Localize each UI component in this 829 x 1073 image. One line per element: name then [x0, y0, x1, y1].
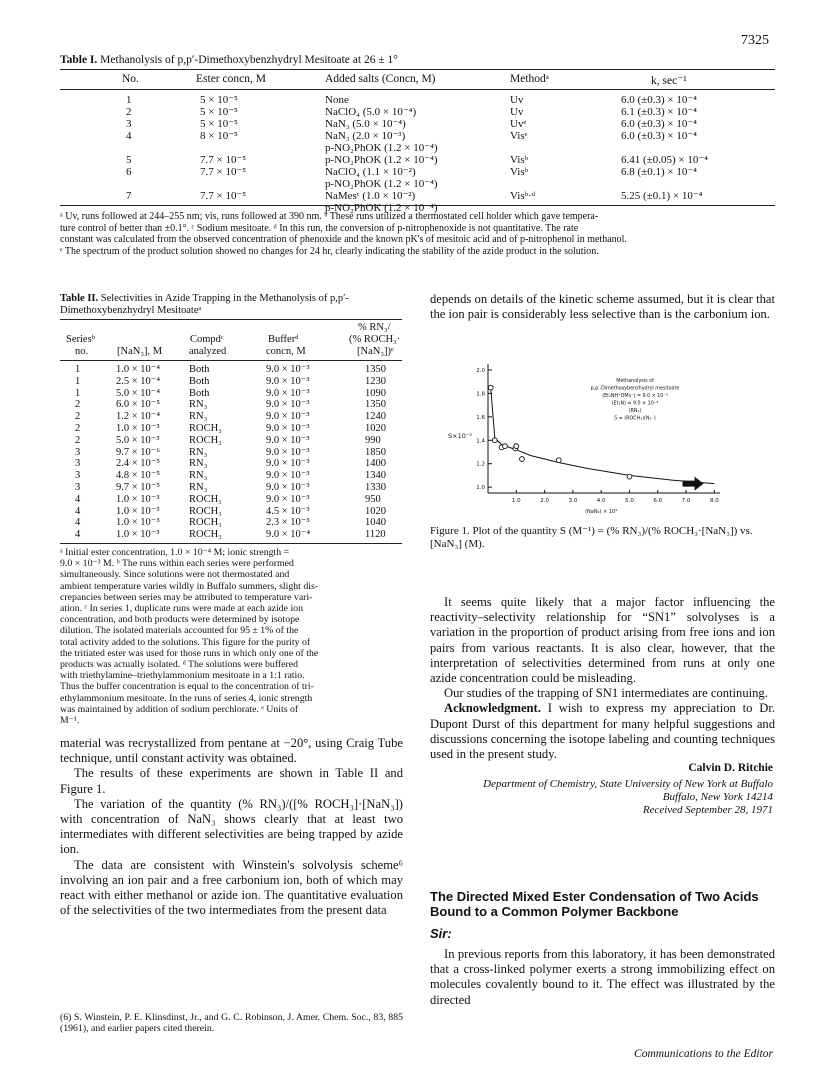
table2-cell-ratio: 1020	[365, 505, 386, 517]
table2-cell-nan3: 2.4 × 10⁻⁵	[116, 458, 160, 470]
table2-header-ratio-1: % RN₃/	[358, 322, 391, 333]
author-name: Calvin D. Ritchie	[688, 762, 773, 774]
table1-cell-salts: NaN₃ (5.0 × 10⁻⁴)	[325, 118, 406, 130]
left-paragraph-1: material was recrystallized from pentane at −20°, using Craig Tube technique, until constant activity was obtained.	[60, 736, 403, 766]
table1-cell-k: 6.0 (±0.3) × 10⁻⁴	[621, 94, 697, 106]
table2-cell-buffer: 9.0 × 10⁻⁴	[266, 529, 310, 541]
table1-cell-no: 4	[126, 130, 132, 142]
table2-footnote: simultaneously. Since solutions were not thermostated and	[60, 569, 290, 581]
table2-cell-ratio: 1090	[365, 387, 386, 399]
table2-cell-nan3: 1.0 × 10⁻³	[116, 505, 160, 517]
table2-cell-nan3: 1.0 × 10⁻³	[116, 529, 160, 541]
table1-cell-salts: p-NO₂PhOK (1.2 × 10⁻⁴)	[325, 154, 438, 166]
right-body	[430, 595, 775, 762]
table1-header-salts: Added salts (Concn, M)	[325, 73, 436, 85]
legend-line: Methanolysis of	[616, 379, 654, 384]
table1-cell-method: Uvᵉ	[510, 118, 527, 130]
table1-cell-k: 6.8 (±0.1) × 10⁻⁴	[621, 166, 697, 178]
table2-header-compd-2: analyzed	[189, 346, 227, 357]
table2-cell-buffer: 9.0 × 10⁻³	[266, 364, 310, 375]
table2-cell-compd: ROCH₃	[189, 423, 222, 434]
table2-cell-nan3: 1.2 × 10⁻⁴	[116, 411, 160, 423]
table2-header-ratio-2: (% ROCH₃·	[349, 334, 401, 345]
table2-cell-series: 1	[75, 364, 81, 375]
table1-cell-method: Visᵇ	[510, 166, 529, 178]
figure-1-caption: Figure 1. Plot of the quantity S (M⁻¹) = (% RN₃)/(% ROCH₃·[NaN₃]) vs. [NaN₃] (M).	[430, 525, 753, 550]
table1-cell-method: Visᵇ	[510, 154, 529, 166]
table1-cell-method: Uv	[510, 106, 524, 118]
table2-cell-buffer: 2.3 × 10⁻³	[266, 517, 310, 529]
table2-footnote: with triethylamine–triethylammonium mesitoate in a 1:1 ratio.	[60, 670, 305, 682]
table1-footnote: ᵉ The spectrum of the product solution showed no changes for 24 hr, clearly indicating the stability of the azide product in the solution.	[60, 245, 599, 257]
table2-cell-compd: RN₃	[189, 446, 208, 458]
table2-cell-buffer: 9.0 × 10⁻³	[266, 458, 310, 470]
y-tick-label: 1.6	[476, 414, 485, 421]
affiliation-line-2: Buffalo, New York 14214	[662, 791, 773, 803]
table1-cell-k: 6.41 (±0.05) × 10⁻⁴	[621, 154, 708, 166]
table2-cell-nan3: 4.8 × 10⁻⁵	[116, 470, 160, 482]
table2-footnote: 9.0 × 10⁻³ M. ᵇ The runs within each series were performed	[60, 558, 294, 570]
table2-cell-ratio: 990	[365, 434, 381, 446]
limit-arrow	[683, 477, 704, 491]
table2-cell-buffer: 9.0 × 10⁻³	[266, 387, 310, 399]
received-date: Received September 28, 1971	[642, 804, 773, 816]
table2-cell-compd: ROCH₃	[189, 529, 222, 541]
table2-cell-nan3: 5.0 × 10⁻³	[116, 434, 160, 446]
table2-cell-buffer: 4.5 × 10⁻³	[266, 505, 310, 517]
footnote-6: (6) S. Winstein, P. E. Klinsdinst, Jr., and G. C. Robinson, J. Amer. Chem. Soc., 83, 885 (1961), and earlier papers cited therein.	[60, 1012, 403, 1035]
table2-footnote: the tritiated ester was used for those runs in which only one of the	[60, 647, 319, 659]
table2-footnote: dilution. The isolated materials accounted for 95 ± 1% of the	[60, 625, 299, 637]
table2-cell-ratio: 1020	[365, 423, 386, 434]
table2-cell-nan3: 1.0 × 10⁻³	[116, 517, 160, 529]
table2-footnote: ation. ᶜ In series 1, duplicate runs were made at each azide ion	[60, 603, 303, 615]
legend-line: (Et₃NH⁺OMs⁻) = 9.0 × 10⁻³	[602, 394, 668, 399]
table2-cell-buffer: 9.0 × 10⁻³	[266, 423, 310, 434]
table2-footnote: ᵃ Initial ester concentration, 1.0 × 10⁻⁴ M; ionic strength =	[60, 547, 290, 558]
table2-cell-buffer: 9.0 × 10⁻³	[266, 411, 310, 423]
table2-cell-ratio: 1240	[365, 411, 386, 423]
table1-footnote: ᵃ Uv, runs followed at 244–255 nm; vis, runs followed at 390 nm. ᵇ These runs utilized a thermostated cell holder which gave tempera-	[60, 211, 599, 222]
table1-header-ester: Ester concn, M	[196, 73, 266, 85]
table2-cell-series: 2	[75, 434, 81, 446]
table2-cell-buffer: 9.0 × 10⁻³	[266, 399, 310, 411]
table2-cell-compd: ROCH₃	[189, 505, 222, 517]
table2-cell-buffer: 9.0 × 10⁻³	[266, 434, 310, 446]
table1-cell-k: 6.0 (±0.3) × 10⁻⁴	[621, 118, 697, 130]
x-tick-label: 2.0	[540, 498, 549, 504]
table2-cell-compd: RN₃	[189, 411, 208, 423]
x-tick-label: 5.0	[625, 498, 634, 504]
data-point	[520, 457, 525, 462]
right-intro-paragraph: depends on details of the kinetic scheme assumed, but it is clear that the ion pair is considerably less selective than is the carbonium ion.	[430, 292, 775, 322]
table2-cell-series: 4	[75, 529, 81, 541]
table2-header-series-2: no.	[75, 346, 89, 357]
table1-footnotes	[60, 211, 770, 257]
table1-cell-salts: p-NO₂PhOK (1.2 × 10⁻⁴)	[325, 202, 438, 214]
table2-cell-nan3: 1.0 × 10⁻⁴	[116, 364, 160, 375]
y-axis-label: S×10⁻³	[448, 431, 472, 440]
table2-cell-ratio: 1230	[365, 375, 386, 387]
table2-cell-nan3: 1.0 × 10⁻³	[116, 423, 160, 434]
table2-cell-ratio: 1400	[365, 458, 386, 470]
table1-cell-no: 5	[126, 154, 132, 166]
table1-cell-salts: p-NO₂PhOK (1.2 × 10⁻⁴)	[325, 142, 438, 154]
table2-cell-buffer: 9.0 × 10⁻³	[266, 482, 310, 493]
table2-cell-ratio: 1120	[365, 529, 386, 541]
y-tick-label: 1.2	[476, 461, 485, 468]
x-axis-label: (NaN₃) × 10⁴	[585, 509, 618, 515]
data-point	[627, 474, 632, 479]
x-tick-label: 3.0	[568, 498, 578, 504]
table2-cell-nan3: 9.7 × 10⁻⁶	[116, 446, 160, 458]
table1-cell-ester: 5 × 10⁻⁵	[200, 94, 238, 106]
table2-cell-series: 2	[75, 399, 81, 411]
table2-footnote: ethylammonium mesitoate. In the runs of series 4, ionic strength	[60, 692, 313, 704]
left-paragraph-2: The results of these experiments are shown in Table II and Figure 1.	[60, 766, 403, 796]
x-tick-label: 4.0	[596, 498, 606, 504]
table1-header-method: Methodᵃ	[510, 73, 549, 85]
table2-cell-series: 4	[75, 505, 81, 517]
table2-footnote: Thus the buffer concentration is equal to the concentration of tri-	[60, 681, 314, 693]
table2-cell-compd: RN₃	[189, 470, 208, 482]
table2-header-compd-1: Compdᶜ	[190, 334, 224, 345]
table2-cell-nan3: 6.0 × 10⁻⁵	[116, 399, 160, 411]
y-tick-label: 1.4	[476, 438, 485, 445]
left-paragraph-3: The variation of the quantity (% RN₃)/([% ROCH₃]·[NaN₃]) with concentration of NaN₃ shows clearly that at least two intermediates with different selectivities are being trapped by azide ion.	[60, 796, 403, 857]
table2-header-buffer-1: Bufferᵈ	[268, 334, 299, 345]
table2-cell-series: 3	[75, 470, 81, 482]
table2-caption-text: Selectivities in Azide Trapping in the Methanolysis of p,p′-Dimethoxybenzhydryl Mesitoateᵃ	[60, 293, 349, 316]
table2-footnote: concentration, and both products were determined by isotope	[60, 614, 300, 626]
table2-cell-buffer: 9.0 × 10⁻³	[266, 493, 310, 505]
table2-cell-series: 2	[75, 411, 81, 423]
table1-cell-salts: NaMesᶜ (1.0 × 10⁻²)	[325, 190, 416, 202]
table2-cell-compd: Both	[189, 364, 210, 375]
table1-footnote: ture control of better than ±0.1°. ᶜ Sodium mesitoate. ᵈ In this run, the conversion of p-nitrophenoxide is not quantitative. The rate	[60, 222, 579, 234]
acknowledgment-text: I wish to express my appreciation to Dr. Dupont Durst of this department for many helpful suggestions and discussions concerning the isotope labeling and counting techniques used in the present study.	[430, 701, 775, 762]
data-point	[556, 458, 561, 463]
table2-cell-buffer: 9.0 × 10⁻³	[266, 470, 310, 482]
table2-caption-label: Table II.	[60, 293, 99, 304]
right-paragraph-1: It seems quite likely that a major factor influencing the reactivity–selectivity relationship for “SN1” solvolyses is a variation in the proportion of product arising from free ions and ion pairs from various reactants. It is also clear, however, that the interpretation of selectivities determined from runs at only one azide concentration could be misleading.	[430, 595, 775, 686]
y-tick-label: 1.0	[476, 485, 485, 492]
table2-cell-ratio: 1350	[365, 364, 386, 375]
table2-cell-compd: ROCH₃	[189, 517, 222, 529]
table1-cell-no: 3	[126, 118, 132, 130]
x-tick-label: 6.0	[653, 498, 663, 504]
page-number: 7325	[741, 33, 769, 48]
acknowledgment	[430, 701, 775, 762]
table2-cell-compd: RN₃	[189, 458, 208, 470]
legend-line: S = (ROCH₃)(N₃⁻)	[614, 416, 656, 422]
salutation: Sir:	[430, 926, 452, 941]
table1-cell-method: Uv	[510, 94, 524, 106]
table2-cell-series: 3	[75, 458, 81, 470]
table1-caption-text: Methanolysis of p,p′-Dimethoxybenzhydryl Mesitoate at 26 ± 1°	[100, 54, 398, 66]
table2-footnote: ambient temperature varies wildly in Buffalo summers, slight dis-	[60, 580, 319, 592]
table2-cell-series: 3	[75, 482, 81, 493]
legend-line: (Et₃N) = 9.0 × 10⁻³	[611, 401, 659, 407]
table1-cell-no: 2	[126, 106, 132, 118]
y-tick-label: 2.0	[476, 368, 485, 374]
table2-header-nan3: [NaN₃], M	[117, 346, 163, 357]
table2-header-buffer-2: concn, M	[266, 346, 306, 357]
table1-header-k: k, sec⁻¹	[651, 75, 687, 87]
figure-1-plot	[430, 348, 775, 523]
table1-cell-ester: 5 × 10⁻⁵	[200, 106, 238, 118]
author-affiliation	[443, 778, 773, 817]
table2-cell-series: 3	[75, 446, 81, 458]
table1-cell-method: Visᵉ	[510, 130, 528, 142]
left-paragraph-4: The data are consistent with Winstein's solvolysis scheme⁶ involving an ion pair and a free carbonium ion, both of which may react with either methanol or azide ion. The quantitative evaluation of the selectivities of the two intermediates from the present data	[60, 857, 403, 918]
table2-cell-compd: Both	[189, 387, 210, 399]
table1-cell-ester: 8 × 10⁻⁵	[200, 130, 238, 142]
table2-cell-buffer: 9.0 × 10⁻³	[266, 375, 310, 387]
table1-cell-salts: None	[325, 94, 349, 106]
table2-cell-nan3: 9.7 × 10⁻⁵	[116, 482, 160, 493]
table1-cell-ester: 5 × 10⁻⁵	[200, 118, 238, 130]
table2-header-ratio-3: [NaN₃])ᵉ	[357, 346, 394, 357]
table1-cell-ester: 7.7 × 10⁻⁵	[200, 166, 247, 178]
data-point	[492, 438, 497, 443]
table2-caption	[60, 293, 400, 317]
x-tick-label: 7.0	[681, 498, 691, 504]
table1-cell-k: 5.25 (±0.1) × 10⁻⁴	[621, 190, 703, 202]
table2-footnote: products was actually isolated. ᵈ The solutions were buffered	[60, 659, 299, 671]
table2-cell-ratio: 1330	[365, 482, 386, 493]
table1-cell-no: 1	[126, 94, 132, 106]
table1-cell-method: Visᵇ·ᵈ	[510, 190, 536, 202]
table2-cell-nan3: 5.0 × 10⁻⁴	[116, 387, 160, 399]
table2-cell-compd: RN₃	[189, 399, 208, 411]
y-tick-label: 1.8	[476, 391, 485, 398]
table2-cell-compd: RN₃	[189, 482, 208, 493]
affiliation-line-1: Department of Chemistry, State University of New York at Buffalo	[483, 778, 773, 790]
table1-caption-label: Table I.	[60, 54, 98, 66]
table2-cell-compd: ROCH₃	[189, 493, 222, 505]
table1-header-no: No.	[122, 73, 139, 85]
table1-caption	[60, 54, 398, 66]
fit-curve	[491, 388, 715, 484]
table2-footnote: total activity added to the solutions. This figure for the purity of	[60, 636, 311, 648]
table2-footnote: crepancies between series may be attributed to temperature vari-	[60, 591, 313, 603]
legend-line: (RN₃)	[628, 409, 642, 414]
right-paragraph-2: Our studies of the trapping of SN1 intermediates are continuing.	[444, 686, 768, 701]
table2-cell-ratio: 1850	[365, 446, 386, 458]
table1-cell-salts: NaClO₄ (1.1 × 10⁻²)	[325, 166, 416, 178]
table2-cell-series: 4	[75, 517, 81, 529]
table2-cell-series: 1	[75, 375, 81, 387]
table2-cell-ratio: 1040	[365, 517, 386, 529]
figure-1	[430, 348, 775, 523]
table2-cell-series: 4	[75, 493, 81, 505]
left-body	[60, 736, 403, 918]
table1-footnote: constant was calculated from the observed concentration of phenoxide and the known pK's of mesitoic acid and of p-nitrophenol in methanol.	[60, 234, 627, 245]
table2-header-series-1: Seriesᵇ	[66, 334, 95, 345]
table1-cell-ester: 7.7 × 10⁻⁵	[200, 154, 247, 166]
table1-cell-ester: 7.7 × 10⁻⁵	[200, 190, 247, 202]
table2-cell-ratio: 1350	[365, 399, 386, 411]
table2-footnotes	[60, 547, 403, 726]
data-point	[488, 385, 493, 390]
data-point	[503, 444, 508, 449]
page-footer: Communications to the Editor	[634, 1048, 773, 1060]
legend-line: p,p′-Dimethoxybenzhydryl mesitoate	[590, 386, 680, 392]
data-point	[514, 444, 519, 449]
table2-cell-nan3: 1.0 × 10⁻³	[116, 493, 160, 505]
table1-cell-no: 6	[126, 166, 132, 178]
acknowledgment-label: Acknowledgment.	[444, 701, 541, 716]
table2-cell-ratio: 1340	[365, 470, 386, 482]
table2-footnote: was maintained by addition of sodium perchlorate. ᵉ Units of	[60, 703, 299, 715]
next-article-title: The Directed Mixed Ester Condensation of Two Acids Bound to a Common Polymer Backbone	[430, 889, 759, 919]
table2-footnote: M⁻¹.	[60, 715, 80, 727]
table2-cell-compd: Both	[189, 375, 210, 387]
table2-cell-nan3: 2.5 × 10⁻⁴	[116, 375, 160, 387]
next-article-paragraph: In previous reports from this laboratory, it has been demonstrated that a cross-linked polymer exerts a strong immobilizing effect on molecules covalently bound to it. The effect was illustrated by the directed	[430, 947, 775, 1007]
table2-cell-buffer: 9.0 × 10⁻³	[266, 446, 310, 458]
table2-cell-compd: ROCH₃	[189, 434, 222, 446]
x-tick-label: 1.0	[511, 498, 521, 504]
table2-cell-series: 1	[75, 387, 81, 399]
table1-cell-k: 6.0 (±0.3) × 10⁻⁴	[621, 130, 697, 142]
table1-cell-salts: NaN₃ (2.0 × 10⁻³)	[325, 130, 406, 142]
table2-cell-ratio: 950	[365, 493, 381, 505]
table1-cell-salts: NaClO₄ (5.0 × 10⁻⁴)	[325, 106, 417, 118]
table1-cell-k: 6.1 (±0.3) × 10⁻⁴	[621, 106, 697, 118]
table1-cell-salts: p-NO₂PhOK (1.2 × 10⁻⁴)	[325, 178, 438, 190]
table1-cell-no: 7	[126, 190, 132, 202]
table2-cell-series: 2	[75, 423, 81, 434]
x-tick-label: 8.0	[709, 498, 719, 504]
